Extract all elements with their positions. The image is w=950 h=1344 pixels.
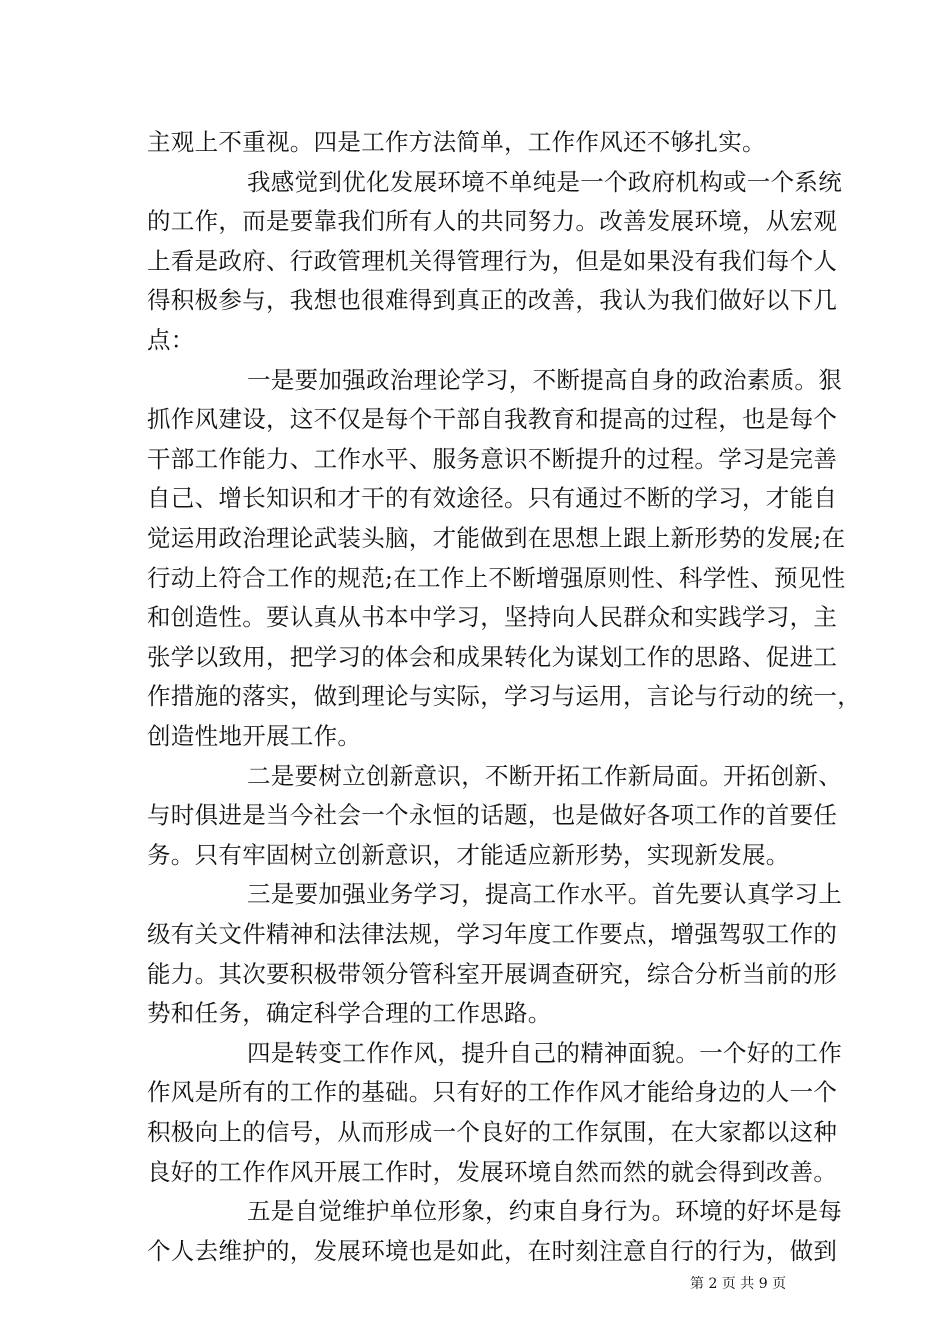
text-line: 与时俱进是当今社会一个永恒的话题，也是做好各项工作的首要任 — [147, 801, 838, 830]
paragraph-first-line: 我感觉到优化发展环境不单纯是一个政府机构或一个系统 — [247, 167, 842, 196]
text-line: 务。只有牢固树立创新意识，才能适应新形势，实现新发展。 — [147, 840, 790, 869]
text-line: 上看是政府、行政管理机关得管理行为，但是如果没有我们每个人 — [147, 246, 838, 275]
text-line: 张学以致用，把学习的体会和成果转化为谋划工作的思路、促进工 — [147, 642, 838, 671]
text-line: 得积极参与，我想也很难得到真正的改善，我认为我们做好以下几 — [147, 286, 838, 315]
text-line: 的工作，而是要靠我们所有人的共同努力。改善发展环境，从宏观 — [147, 207, 838, 236]
paragraph-first-line: 三是要加强业务学习，提高工作水平。首先要认真学习上 — [247, 880, 842, 909]
text-line: 作风是所有的工作的基础。只有好的工作作风才能给身边的人一个 — [147, 1078, 838, 1107]
paragraph-first-line: 四是转变工作作风，提升自己的精神面貌。一个好的工作 — [247, 1038, 842, 1067]
text-line: 觉运用政治理论武装头脑，才能做到在思想上跟上新形势的发展;在 — [147, 524, 846, 552]
page-number-footer: 第 2 页 共 9 页 — [690, 1276, 787, 1293]
text-line: 行动上符合工作的规范;在工作上不断增强原则性、科学性、预见性 — [147, 563, 846, 592]
text-line: 能力。其次要积极带领分管科室开展调查研究，综合分析当前的形 — [147, 959, 838, 988]
text-line: 点： — [147, 326, 195, 354]
text-line: 个人去维护的，发展环境也是如此，在时刻注意自行的行为，做到 — [147, 1236, 838, 1265]
text-line: 积极向上的信号，从而形成一个良好的工作氛围，在大家都以这种 — [147, 1118, 838, 1146]
text-line: 势和任务，确定科学合理的工作思路。 — [147, 999, 552, 1028]
text-line: 创造性地开展工作。 — [147, 722, 362, 750]
text-line: 作措施的落实，做到理论与实际，学习与运用，言论与行动的统一， — [147, 682, 861, 711]
paragraph-first-line: 五是自觉维护单位形象，约束自身行为。环境的好坏是每 — [247, 1197, 842, 1226]
text-line: 级有关文件精神和法律法规，学习年度工作要点，增强驾驭工作的 — [147, 920, 838, 948]
paragraph-first-line: 一是要加强政治理论学习，不断提高自身的政治素质。狠 — [247, 365, 842, 394]
text-line: 主观上不重视。四是工作方法简单，工作作风还不够扎实。 — [147, 128, 766, 156]
text-line: 干部工作能力、工作水平、服务意识不断提升的过程。学习是完善 — [147, 444, 838, 473]
paragraph-first-line: 二是要树立创新意识，不断开拓工作新局面。开拓创新、 — [247, 761, 842, 790]
text-line: 自己、增长知识和才干的有效途径。只有通过不断的学习，才能自 — [147, 484, 838, 513]
text-line: 抓作风建设，这不仅是每个干部自我教育和提高的过程，也是每个 — [147, 405, 838, 434]
text-line: 和创造性。要认真从书本中学习，坚持向人民群众和实践学习，主 — [147, 603, 838, 632]
text-line: 良好的工作作风开展工作时，发展环境自然而然的就会得到改善。 — [147, 1157, 838, 1186]
